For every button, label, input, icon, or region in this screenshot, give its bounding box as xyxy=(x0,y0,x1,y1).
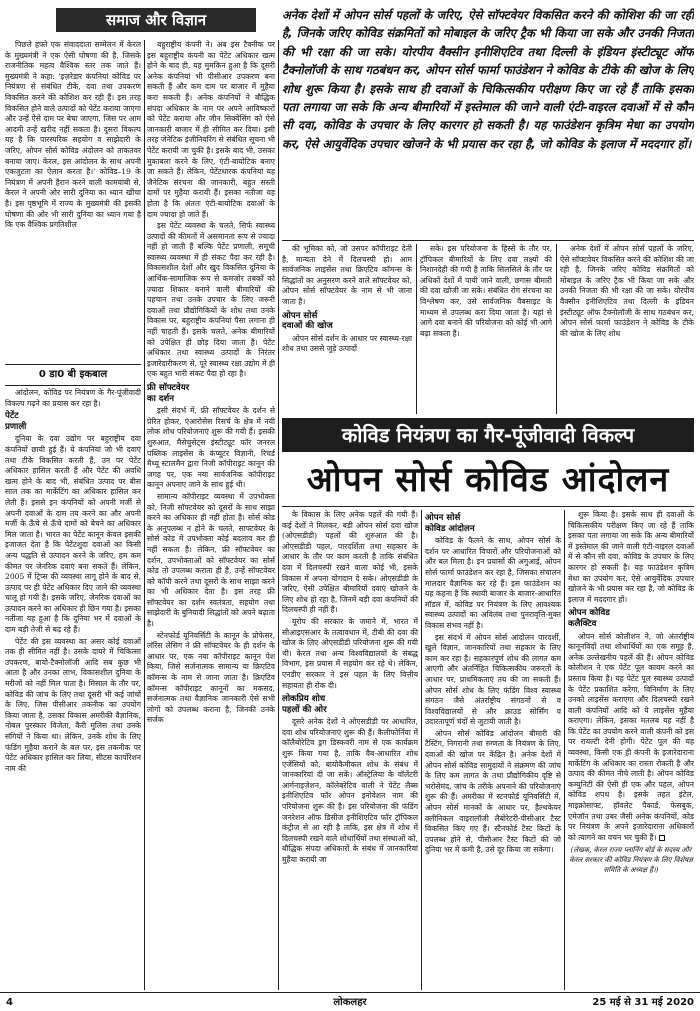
paragraph: आंदोलन, कोविड पर नियंत्रण के गैर-पूंजीवादी विकल्प गढ़ने का प्रयास कर रहा है। xyxy=(5,388,141,408)
paragraph: यूरोप की सरकार के जमाने में, भारत में सीआइएसआर के तत्वावधान में, टीबी की दवा की खोज के लिए ओएसडीडी परियोजना शुरू की गयी थी। केरल तथा अन्य विश्वविद्यालयों के संबद्ध विभाग, इस प्रयास में सहयोग कर रहे थे। लेकिन, एनडीए सरकार ने इस पहल के लिए वित्तीय सहायता ही रोक दी। xyxy=(282,616,418,690)
end-mark-icon xyxy=(659,835,665,841)
issue-date: 25 मई से 31 मई 2020 xyxy=(592,997,694,1008)
column-5-upper xyxy=(560,244,694,414)
paragraph: ओपन सोर्स दर्शन के आधार पर स्वास्थ्य-रक्षा शोध तथा उससे जुड़े उत्पादों xyxy=(282,333,412,354)
paragraph: इसी संदर्भ में, फ्री सॉफ्टवेयर के दर्शन से प्रेरित होकर, एंआरोसेस रिसर्च के क्षेत्र में नयी लोक शोध परियोजनाएं शुरू की गयी हैं। इसकी शुरुआत, मैसेचुसेट्स इंस्टीट्यूट फॉर जनरल पब्लिक लाइसेंस के कंप्यूटर विज्ञानी, रिचर्ड मैथ्यू स्टालमैन द्वारा निजी कॉपीराइट कानून की जगह पर, एक नया सार्वजनिक कॉपीराइट कानून अपनाए जाने के साथ हुई थी। xyxy=(147,406,275,490)
paragraph: दूसरे अनेक देशों ने ओएसडीडी पर आधारित, दवा शोध परियोजनाएं शुरू की हैं। कैलीफोर्निया में कॉलैबोरेटिव ड्रग डिस्कवरी नाम से एक कार्यक्रम शुरू किया गया है, ताकि वैब-आधारित शोध एजेंसियों को, बायोकैमीकल शोध के संबंध में जानकारियां दी जा सकें। ऑस्ट्रेलिया के वॉलेंटरी आर्गनाइज़ेशन, कॉलेबरेटिव वाली ने पेटेंट लैब्स इनीशिएटिव फॉर ओपन इनोवेशन नाम की परियोजना शुरू की है। इस परियोजना की फंडिंग जनरेशन ऑफ डिसीज इनीशिएटिव फॉर ट्रॉपिकल कंट्रीज से आ रही है ताकि, इस क्षेत्र में शोध में दिलचस्पी रखने वाले शोधार्थियों तथा संस्थाओं को, बौद्धिक संपदा अधिकारों के संबंध में जानकारियां मुहैया करायी जा xyxy=(282,717,418,864)
subheading: लोकप्रिय शोध पहलों की ओर xyxy=(282,694,327,715)
paragraph: शुरू किया है। इसके साथ ही दवाओं के चिकित्सकीय परीक्षण किए जा रहे हैं ताकि इसका पता लगाया जा सके कि अन्य बीमारियों में इस्तेमाल की जाने वाली एंटी-वाइरल दवाओं में से कौन सी दवा, कोविड के उपचार के लिए कारगर हो सकती है। यह फाउंडेशन कृत्रिम मेधा का उपयोग कर, ऐसे आयुर्वेदिक उपचार खोजने के भी प्रयास कर रहा है, जो कोविड के इलाज में मददगार हों। xyxy=(568,510,694,604)
column-divider xyxy=(144,40,145,990)
subheading: ओपन सोर्स दवाओं की खोज xyxy=(282,310,333,332)
column-5-lower xyxy=(568,510,694,990)
paragraph: के विकास के लिए अनेक पहलें की गयी हैं। कई देशों ने मिलकर, बड़ी ओपन सोर्स दवा खोज (ओएसडीडी) पहलों की शुरुआत की है। ओएसडीडी पहल, पारदर्शिता तथा सहकार के आधार के तौर पर काम करती है ताकि संबंधित दवा में दिलचस्पी रखने वाला कोई भी, इसके विकास में अपना योगदान दे सके। ओएसडीडी के जरिए, ऐसी उपेक्षित बीमारियों दवाएं खोजने के लिए शोध हो रहा है, जिनमें बड़ी दवा कंपनियों की दिलचस्पी ही नहीं है। xyxy=(282,510,418,615)
paragraph: सामान्य कॉपीराइट व्यवस्था में उपभोक्ता को, निजी सॉफ्टवेयर को दूसरों के साथ साझा करने का अधिकार ही नहीं होता है। सोर्स कोड के अनुपलब्ध न होने के चलते, साफ्टवेयर के सोर्स कोड में उपभोक्ता कोई बदलाव कर ही नहीं सकता है। लेकिन, फ्री सॉफ्टवेयर का दर्शन, उपभोक्ताओं को सॉफ्टवेयर का सोर्स कोड तो उपलब्ध कराता ही है, उन्हें सॉफ्टवेयर को कॉपी करने तथा दूसरों के साथ साझा करने का भी अधिकार देता है। इस तरह फ्री सॉफ्टवेयर का दर्शन स्वतंत्रता, सहयोग तथा साझेदारी के बुनियादी सिद्धांतों को अपने बढ़ाता है। xyxy=(147,491,275,629)
column-3-upper xyxy=(282,244,412,414)
paragraph: दुनिया के दवा उद्योग पर बहुराष्ट्रीय दवा कंपनियों छायी हुई हैं। ये कंपनियां जो भी दवाएं तथा टीके विकसित करती हैं, उन पर पेटेंट अधिकार हासिल करती हैं और पेटेंट की अवधि खत्म होने के बाद भी, संबंधित उत्पाद पर बीस साल तक का मार्केटिंग का अधिकार हासिल कर लेती हैं। इससे इन कंपनियों को अपनी मर्जी से अपनी दवाओं के दाम तय करने का और अपनी मर्जी के ऊँचे से ऊँचे दामों को बेचने का अधिकार मिल जाता है। भारत का पेटेंट कानून केवल इसकी इजाजत देता है कि पेटेंटशुदा दवाओं का किसी अन्य पद्धति से उत्पादन करने के जरिए, हम कम कीमत पर जेनरिक दवाएं बना सकते हैं। लेकिन, 2005 में ट्रिप्स की व्यवस्था लागू होने के बाद से, उत्पाद पर ही पेटेंट अधिकार दिए जाने की व्यवस्था चालू हो गयी है। इसके जरिए, जेनरिक दवाओं का उत्पादन करने का अधिकार ही छिन गया है। इसका नतीजा यह हुआ है कि दुनिया भर में दवाओं के दाम बड़ी तेजी से बढ़ रहे हैं। xyxy=(5,434,141,635)
paragraph: इस संदर्भ में ओपन सोर्स आंदोलन पारदर्शी, खुले विज्ञान, जानकारियों तथा सहकार के लिए काम कर रहा है। सहकारपूर्ण शोध की लागत कम आएगी और अंतर्निहित चिकित्सकीय जरूरतों के आधार पर, प्राथमिकताएं तय की जा सकती हैं। ओपन सोर्स शोध के लिए फंडिंग विश्व स्वास्थ्य संगठन जैसे अंतर्राष्ट्रीय संगठनों से व विश्वविद्यालयों से और क्राउड सोर्सिंग व उदारतापूर्ण चंदों से जुटायी जाती है। xyxy=(425,632,561,727)
column-divider xyxy=(556,244,557,414)
byline-rule xyxy=(5,385,141,386)
paragraph: की भूमिका को, जो उसपर कॉपीराइट देती है, मान्यता देने में दिलचस्पी हो। आम सार्वजनिक लाइसेंस तथा क्रिएटिव कॉमन्स के सिद्धांतों का अनुसरण करने वाले सॉफ्टवेयर को, ओपन सोर्स सॉफ्टवेयर के नाम से भी जाना जाता है। xyxy=(282,244,412,306)
column-divider xyxy=(278,40,279,990)
author-credit: (लेखक, केरल राज्य प्लानिंग बोर्ड के सदस्य और केरल सरकार की कोविड नियंत्रण के लिए विशेषज्ञ समिति के अध्यक्ष हैं।) xyxy=(569,846,693,874)
pull-quote: अनेक देशों में ओपन सोर्स पहलों के जरिए, ऐसे सॉफ्टवेयर विकसित करने की कोशिश की जा रही है, जिनके जरिए कोविड संक्रमितों को मोबाइल के जरिए ट्रैक भी किया जा सके और उनकी निजता की भी रक्षा की जा सके। योरपीय वैक्सीन इनीशिएटिव तथा दिल्ली के इंडियन इंस्टीट्यूट ऑफ टैक्नोलॉजी के साथ गठबंधन कर, ओपन सोर्स फार्मा फाउंडेशन ने कोविड के टीके की खोज के लिए शोध शुरू किया है। इसके साथ ही दवाओं के चिकित्सकीय परीक्षण किए जा रहे हैं ताकि इसका पता लगाया जा सके कि अन्य बीमारियों में इस्तेमाल की जाने वाली एंटी-वाइरल दवाओं में से कौन सी दवा, कोविड के उपचार के लिए कारगर हो सकती है। यह फाउंडेशन कृत्रिम मेधा का उपयोग कर, ऐसे आयुर्वेदिक उपचार खोजने के भी प्रयास कर रहा है, जो कोविड के इलाज में मददगार हों। xyxy=(282,8,694,151)
headline-kicker: कोविड नियंत्रण का गैर-पूंजीवादी विकल्प xyxy=(282,418,694,452)
quote-rule xyxy=(282,240,694,241)
column-4-lower xyxy=(425,510,561,990)
subheading: ओपन कोविड कलैक्टिव xyxy=(568,608,610,629)
paragraph: स्टेनफोर्ड यूनिवर्सिटी के कानून के प्रोफेसर, लॉरेंस लेसिग ने फ्री सॉफ्टवेयर के ही दर्शन के आधार पर, एक नया कॉपीराइट कानून पेश किया, जिसे सर्जनात्मक सामान्य या क्रिएटिव कॉमन्स के नाम से जाना जाता है। क्रिएटिव कॉमन्स कॉपीराइट कानूनों का मकसद, सर्जनात्मक तथा वैज्ञानिक जानकारी ऐसे सभी लोगों को उपलब्ध कराना है, जिनकी उनके सर्जक xyxy=(147,630,275,725)
paragraph: पिछले हफ्ते एक संवाददाता सम्मेलन में केरल के मुख्यमंत्री ने एक ऐसी घोषणा की है, जिसके राजनीतिक महत्व वैश्विक स्तर तक जाते हैं। मुख्यमंत्री ने कहा: 'इज़रेडार कंपनियां कोविड पर नियंत्रण से संबंधित टीके, दवा तथा उपकरण विकसित करने की कोशिश कर रही हैं। इस तरह विकसित होने वाले उत्पादों को पेटेंट कराया जाएगा और उन्हें ऐसे दाम पर बेचा जाएगा, जिस पर आम आदमी उन्हें खरीद नहीं सकता है। दुसरा विकल्प यह है कि पारस्परिक सहयोग व साझेदारी के जरिए, ओपन सोर्स कोविड अंदोलन को ताकतवर बनाया जाए। केरल, इस आंदोलन के साथ अपनी एकजुटता का ऐलान करता है।' कोविड–19 के नियंत्रण में अपनी हैरान करने वाली कामयाबी से, केरल ने अपनी ओर सारी दुनिया का ध्यान खींचा है। इस पृष्ठभूमि में राज्य के मुख्यमंत्री की इसकी घोषणा की ओर भी सारी दुनिया का ध्यान गया है कि एक वैश्विक प्रगतिशील xyxy=(5,40,141,230)
paragraph: इस पेटेंट व्यवस्था के चलते, सिर्फ स्वास्थ्य उत्पादों की कीमतों में असमानता रूप से ज्यादा नहीं हो जाती हैं बल्कि पेटेंट प्रणाली, समूची स्वास्थ्य व्यवस्था में ही संकट पैदा कर रही है। विकासशील देशों और खुद विकसित दुनिया के आर्थिक-सामाजिक रूप से कमजोर तबकों को ज्यादा शिकार बनाने वाली बीमारियों की पहचान तथा उनके उपचार के लिए जरूरी दवाओं तथा प्रौद्योगिकियों के शोध तथा उनके विकास पर, बहुराष्ट्रीय कंपनियां पैसा लगाना ही नहीं चाहती हैं। इसके चलते, अनेक बीमारियों को उपेक्षित ही छोड़ दिया जाता है। पेटेंट अधिकार तथा स्वास्थ्य उत्पादों के निरंतर इजारेदारीकरण से, पूरे स्वास्थ्य रक्षा उद्योग में ही एक बहुत भारी संकट पैदा हो रहा है। xyxy=(147,221,275,379)
column-3-lower xyxy=(282,510,418,990)
byline: 0 डा0 बी इकबाल xyxy=(38,369,108,380)
column-4-upper xyxy=(420,244,552,414)
subheading: पेटेंट प्रणाली xyxy=(5,411,27,432)
paragraph: बहुराष्ट्रीय कंपनी ने। अब इस टैक्नीक पर इस बहुराष्ट्रीय कंपनी का पेटेंट अधिकार खत्म होने के बाद ही, यह मुमकिन हुआ है कि दूसरी अनेक कंपनियां भी पीसीआर उपकरण बना सकती हैं और कम दाम पर बाजार में मुहैया करा सकती हैं। अनेक कंपनियों ने बौद्धिक संपदा अधिकार के नाम पर अपने आविष्कारों को पेटेंट कराया और जीन सिक्वेंसिंग को ऐसे जानकारी बाजार में ही सीमित कर दिया। इसी तरह जेनेटिक इंजीनियरिंग से संबंधित सूचना भी पेटेंट करायी जा चुकी है। इसके बाद भी, उसका मुकाबला करने के लिए, एंटी-बायोटिक बनाए जा सकते हैं। लेकिन, पेटेंटधारक कंपनियां यह जैनेटिक संरचना की जानकारी, बहुत सस्ती दामों पर मुहैया करायी हैं। इसका नतीजा यह होता है कि अंततः एंटी-बायोटिक दवाओं के दाम ज्यादा हो जाते हैं। xyxy=(147,40,275,219)
column-1-continued xyxy=(5,388,141,990)
paragraph: सके। इस परियोजना के हिस्से के तौर पर, ट्रॉपिकल बीमारियों के लिए दवा लक्ष्यों की निशानदेही की गयी है ताकि सिलसिले के तौर पर अधिकों देशों में पायी जाने वाली, छगास बीमारी की दवा खोजी जा सके। संबंधित रोग संरचना का विश्लेषण कर, उसे सार्वजनिक वैबसाइट के माध्यम से उपलब्ध करा दिया जाता है। यहां से आगे दवा बनाने की परियोजना को कोई भी आगे बढ़ा सकता है। xyxy=(420,244,552,338)
column-divider xyxy=(416,244,417,414)
column-divider xyxy=(564,510,565,990)
paragraph: पेटेंट की इस व्यवस्था का असर कोई दवाओं तक ही सीमित नहीं है। उसके दायरे में चिकित्सा उपकरण, बायो-टैक्नोलॉजी आदि सब कुछ भी आता है और उनका लाभ, विकासशील दुनिया के मरीजों को नहीं मिल पाता है। मिसाल के तौर पर, कोविड की जांच के लिए तथा दूसरी भी कई जांचों के लिए, जिस पीसीआर तकनीक का उपयोग किया जाता है, उसका विकास अमरीकी वैज्ञानिक, नोबल पुरस्कार विजेता, कैरी मुलिस तथा उनके संगियों ने किया था। लेकिन, उनके शोध के लिए फंडिंग मुहैया कराने के बल पर, इस तकनीक पर पेटेंट अधिकार हासिल कर लिया, सीटस कार्पोरेशन नाम की xyxy=(5,636,141,773)
subheading: फ्री सॉफ्टवेयर का दर्शन xyxy=(147,383,190,404)
column-2 xyxy=(147,40,275,990)
paragraph: अनेक देशों में ओपन सोर्स पहलों के जरिए, ऐसे सॉफ्टवेयर विकसित करने की कोशिश की जा रही है, जिनके जरिए कोविड संक्रमितों को मोबाइल के जरिए ट्रैक भी किया जा सके और उनकी निजता की भी रक्षा की जा सके। योरपीय वैक्सीन इनीशिएटिव तथा दिल्ली के इंडियन इंस्टीट्यूट ऑफ टैक्नोलॉजी के साथ गठबंधन कर, ओपन सोर्स फार्मा फाउंडेशन ने कोविड के टीके की खोज के लिए शोध xyxy=(560,244,694,338)
footer-rule xyxy=(0,992,700,993)
subheading: ओपन सोर्स कोविड आंदोलन xyxy=(425,513,475,534)
headline-main: ओपन सोर्स कोविड आंदोलन xyxy=(306,460,670,500)
byline-rule xyxy=(5,364,141,365)
paragraph xyxy=(568,632,694,844)
section-banner: समाज और विज्ञान xyxy=(56,8,256,32)
column-divider xyxy=(421,510,422,990)
paragraph-text: ओपन सोर्स कोलीशन ने, जो अंतर्राष्ट्रीय कानूनविदों तथा शोधार्थियों का एक समूह है, अनेक उल्लेखनीय पहलें की हैं। ओपन कोविड कोलीशन ने एक पेटेंट पूल कायम करने का प्रस्ताव किया है। यह पेटेंट पूल स्वास्थ्य उत्पादों के पेटेंट प्रकाशित करेगा, विनिर्माण के लिए उनको लाइसेंस कराएगा और दिलचस्पी रखने वाली कंपनियों आदि को ये लाइसेंस मुहैया कराएगा। लेकिन, इसका मतलब यह नहीं है कि पेटेंट का उपयोग करने वाली कंपनी को इस पर रायल्टी देनी होगी। पेटेंट पूल की यह व्यवस्था, किसी एक ही कंपनी के इजारेदाराना मार्केटिंग के अधिकार का रास्ता रोकती है और उत्पाद की कीमत नीचे लाती है। ओपन कोविड कम्युनिटी की ऐसी ही एक और पहल, ओपन कोविड शपथ है। इसके तहत इंटेल, माइक्रोसाफ्ट, हॉवलेट पैकार्ड, फेसबुक, एमेजॉन तथा उबर जैसी अनेक कंपनियों, कोड पर नियंत्रण के अपने इजारेदाराना अधिकारों को त्यागने का वचन भर चुकी हैं। xyxy=(568,631,694,842)
headline-rule xyxy=(282,506,694,507)
page-footer xyxy=(0,994,700,1011)
paragraph: ओपन सोर्स कोविड आंदोलन बीमारी की टैस्टिंग, निगरानी तथा रुग्णता के नियंत्रण के लिए, दवाओं की खोज पर केंद्रित है। अनेक देशों में ओपन सोर्स कोविड सामुदायों ने संक्रमण की जांच के लिए कम लागत के तथा प्रौद्योगिकीय दृष्टि से भरोसेमंद, जांच के तरीके अपनाने की परियोजनाएं शुरू की हैं। अमरीका में स्टनफोर्ड यूनिवर्सिटी में, ओपन सोर्स मानकों के आधार पर, हैल्थकेयर क्लीनिकल वाइरालॉजी लैबोरेटरी-पीसीआर टैस्ट विकसित किए गए हैं। स्टैनफोर्ड टैस्ट किटों के उपलब्ध होने से, पीसीआर टैस्ट किटों की जो दुनिया भर में कमी है, उसे दूर किया जा सकेगा। xyxy=(425,728,561,855)
publication-name: लोकलहर xyxy=(333,997,367,1008)
paragraph: कोविड के फैलने के साथ, ओपन सोर्स के दर्शन पर आधारित विचारों और परियोजनाओं को और बल मिला है। इन प्रयासों की अगुआई, ओपन सोर्स फार्मा फाउंडेशन कर रहा है, जिसका संचालन मालदार वैज्ञानिक कर रहे हैं। इस फाउंडेशन का यह कहना है कि स्थायी बाजार के बाजार-आधारित मॉडल में, कोविड पर नियंत्रण के लिए आवश्यक स्वास्थ्य उत्पादों का अविलंब तथा पुनरावृत्ति-मुक्त विकास संभव नहीं है। xyxy=(425,536,561,630)
page-number: 4 xyxy=(6,997,13,1008)
column-1 xyxy=(5,40,141,362)
